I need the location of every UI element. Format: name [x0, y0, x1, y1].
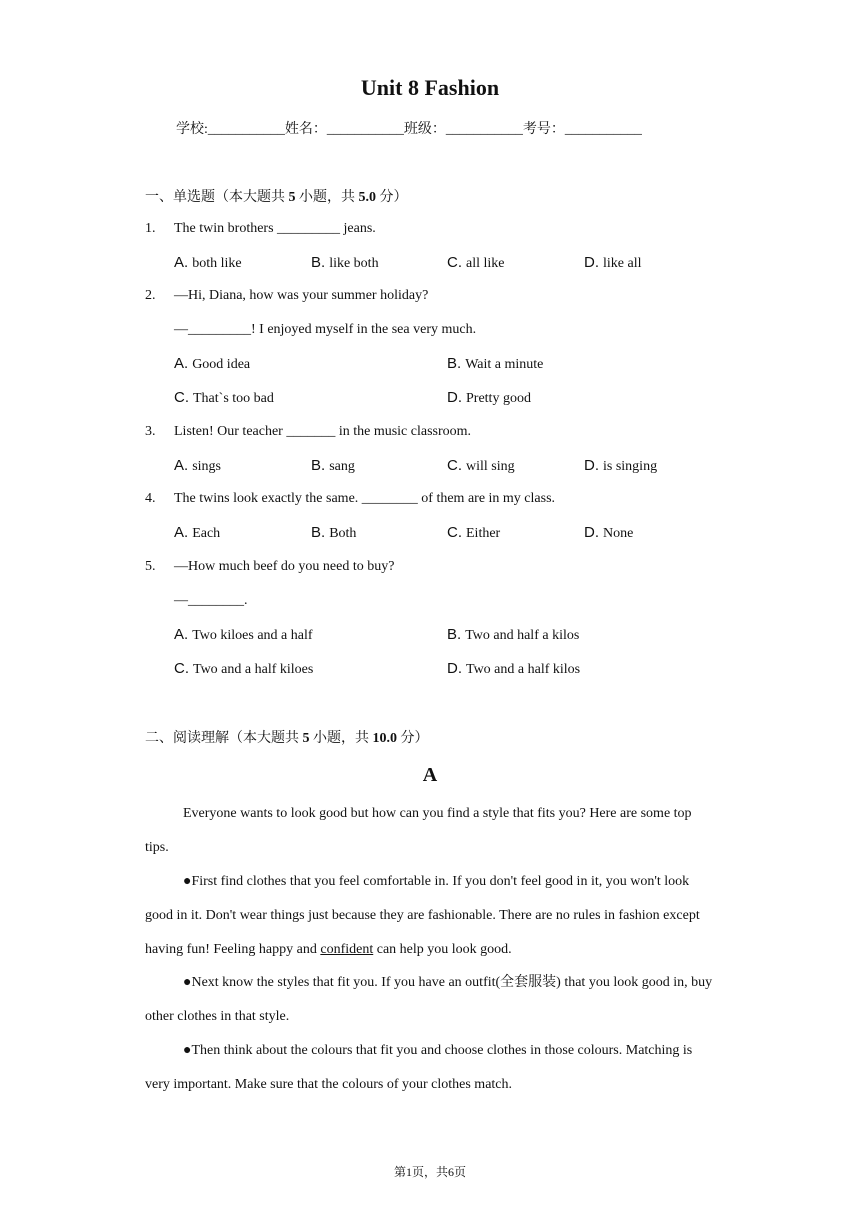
option-d: D. Pretty good: [447, 389, 531, 406]
question-number: 4.: [145, 491, 156, 506]
option-c: C. Either: [447, 524, 501, 541]
underlined-word: confident: [320, 942, 374, 957]
question-number: 2.: [145, 288, 156, 303]
question-text: —How much beef do you need to buy?: [174, 559, 395, 574]
option-d: D. Two and a half kilos: [447, 660, 581, 677]
passage-title: A: [422, 764, 438, 786]
option-a: A. sings: [174, 457, 221, 474]
question-text: Listen! Our teacher _______ in the music classroom.: [174, 424, 472, 439]
question-number: 3.: [145, 424, 156, 439]
option-d: D. None: [584, 524, 634, 541]
option-b: B. Two and half a kilos: [447, 626, 580, 643]
option-c: C. That`s too bad: [174, 389, 274, 406]
section-2-heading: 二、阅读理解（本大题共 5 小题，共 10.0 分）: [145, 731, 429, 746]
question-text: —Hi, Diana, how was your summer holiday?: [174, 288, 429, 303]
question-number: 5.: [145, 559, 156, 574]
option-c: C. all like: [447, 254, 505, 271]
question-text: —_________! I enjoyed myself in the sea very much.: [174, 322, 477, 337]
passage-paragraph: Everyone wants to look good but how can you find a style that fits you? Here are some top tips.: [145, 806, 692, 855]
option-a: A. Each: [174, 524, 221, 541]
option-a: A. both like: [174, 254, 242, 271]
option-c: C. will sing: [447, 457, 515, 474]
option-b: B. like both: [311, 254, 379, 271]
section-1-heading: 一、单选题（本大题共 5 小题，共 5.0 分）: [145, 190, 408, 205]
option-d: D. is singing: [584, 457, 658, 474]
option-a: A. Good idea: [174, 355, 251, 372]
option-b: B. sang: [311, 457, 355, 474]
question-text: The twins look exactly the same. ________ of them are in my class.: [174, 491, 556, 506]
question-text: —________.: [174, 593, 248, 608]
passage-paragraph: ●First find clothes that you feel comfortable in. If you don't feel good in it, you won't look good in it. Don't wear things just because they are fashionable. There are no rules in fashion except having fun! Feeling happy and confident can help you look good.: [145, 874, 700, 957]
option-d: D. like all: [584, 254, 642, 271]
question-number: 1.: [145, 221, 156, 236]
option-a: A. Two kiloes and a half: [174, 626, 313, 643]
page-footer: 第1页，共6页: [393, 1165, 466, 1179]
option-b: B. Wait a minute: [447, 355, 544, 372]
passage-paragraph: ●Then think about the colours that fit you and choose clothes in those colours. Matching is very important. Make sure that the colours of your clothes match.: [145, 1043, 693, 1092]
student-info-line: 学校:___________姓名：___________班级：___________考号：___________: [176, 122, 642, 137]
passage-paragraph: ●Next know the styles that fit you. If you have an outfit(全套服装) that you look good in, buy other clothes in that style.: [145, 975, 713, 1024]
document-title: Unit 8 Fashion: [360, 75, 500, 100]
question-text: The twin brothers _________ jeans.: [174, 221, 376, 236]
option-c: C. Two and a half kiloes: [174, 660, 314, 677]
option-b: B. Both: [311, 524, 357, 541]
